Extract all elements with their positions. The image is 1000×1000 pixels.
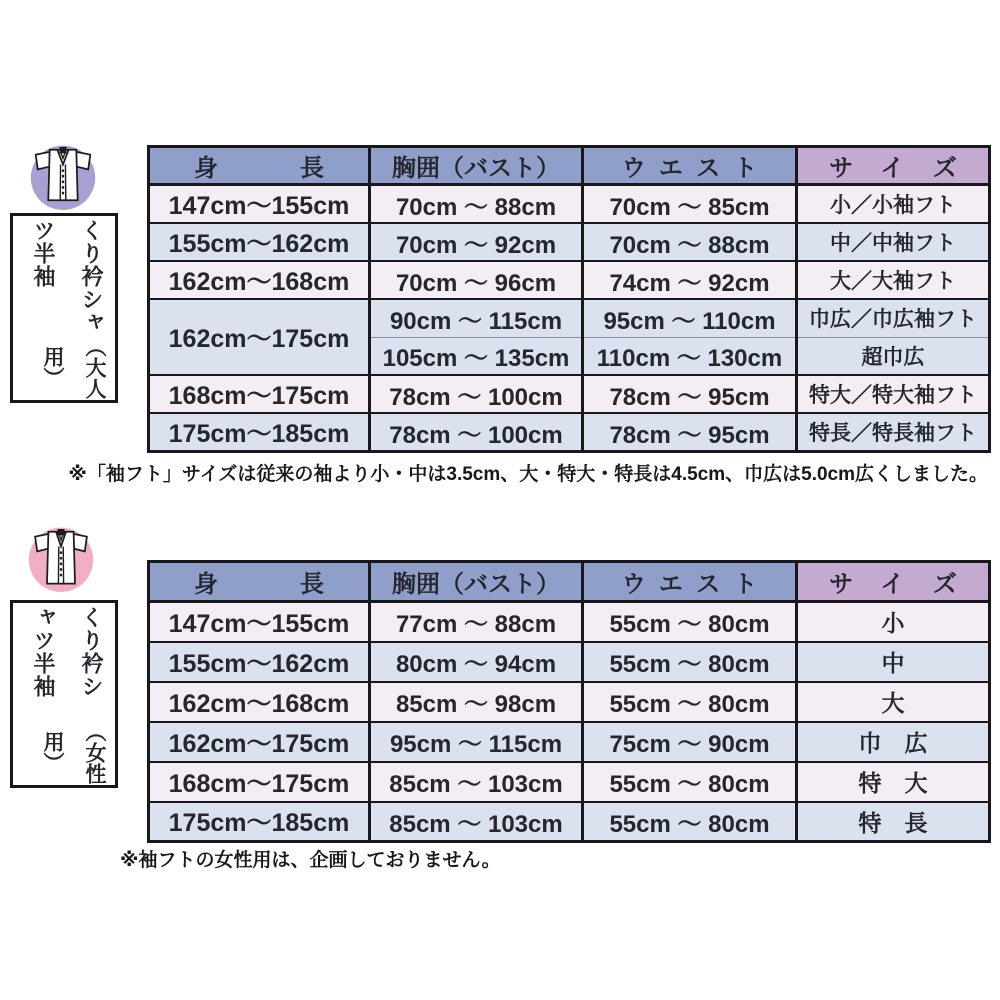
women-size-table	[147, 560, 991, 843]
cell-bust: 90cm ～ 115cm	[370, 299, 583, 337]
table-row	[149, 299, 990, 337]
cell-bust: 78cm ～ 100cm	[370, 375, 583, 413]
cell-bust: 70cm ～ 88cm	[370, 185, 583, 224]
cell-height: 147cm～155cm	[149, 602, 370, 642]
cell-height: 168cm～175cm	[149, 375, 370, 413]
table-row	[149, 682, 990, 722]
women-shirt-badge	[26, 522, 96, 592]
cell-height-merged: 162cm～175cm	[149, 299, 370, 375]
cell-waist: 55cm ～ 80cm	[583, 802, 797, 842]
header-size: サイズ	[797, 147, 990, 185]
adult-product-label	[10, 213, 118, 403]
header-size: サイズ	[797, 562, 990, 602]
cell-size: 大	[797, 682, 990, 722]
cell-waist: 55cm ～ 80cm	[583, 762, 797, 802]
table-row	[149, 261, 990, 299]
cell-height: 147cm～155cm	[149, 185, 370, 224]
table-row	[149, 413, 990, 452]
header-bust: 胸囲（バスト）	[370, 147, 583, 185]
cell-size: 小	[797, 602, 990, 642]
table-row	[149, 602, 990, 642]
cell-waist: 55cm ～ 80cm	[583, 682, 797, 722]
header-waist: ウエスト	[583, 147, 797, 185]
cell-waist: 78cm ～ 95cm	[583, 413, 797, 452]
shirt-icon	[28, 140, 98, 210]
adult-size-table	[147, 145, 991, 453]
cell-size: 中	[797, 642, 990, 682]
cell-waist: 74cm ～ 92cm	[583, 261, 797, 299]
cell-waist: 55cm ～ 80cm	[583, 602, 797, 642]
cell-bust: 85cm ～ 98cm	[370, 682, 583, 722]
table-row	[149, 642, 990, 682]
cell-bust: 105cm ～ 135cm	[370, 337, 583, 375]
header-height: 身長	[149, 562, 370, 602]
cell-waist: 75cm ～ 90cm	[583, 722, 797, 762]
cell-height: 162cm～175cm	[149, 722, 370, 762]
cell-waist: 55cm ～ 80cm	[583, 642, 797, 682]
cell-bust: 70cm ～ 92cm	[370, 223, 583, 261]
header-height: 身長	[149, 147, 370, 185]
women-product-label	[10, 600, 118, 788]
table-row	[149, 185, 990, 224]
cell-waist: 78cm ～ 95cm	[583, 375, 797, 413]
women-footnote: ※袖フトの女性用は、企画しておりません。	[120, 850, 501, 871]
cell-height: 155cm～162cm	[149, 223, 370, 261]
cell-size: 特 長	[797, 802, 990, 842]
cell-waist: 95cm ～ 110cm	[583, 299, 797, 337]
cell-bust: 80cm ～ 94cm	[370, 642, 583, 682]
cell-waist: 110cm ～ 130cm	[583, 337, 797, 375]
cell-size: 大／大袖フト	[797, 261, 990, 299]
women-product-subtitle: （女性用）	[41, 720, 106, 784]
cell-bust: 70cm ～ 96cm	[370, 261, 583, 299]
cell-height: 162cm～168cm	[149, 682, 370, 722]
cell-waist: 70cm ～ 88cm	[583, 223, 797, 261]
cell-height: 175cm～185cm	[149, 413, 370, 452]
adult-product-title: くり衿シャツ半袖	[31, 219, 104, 334]
table-row	[149, 223, 990, 261]
cell-size: 中／中袖フト	[797, 223, 990, 261]
cell-height: 162cm～168cm	[149, 261, 370, 299]
table-row	[149, 802, 990, 842]
table-row	[149, 375, 990, 413]
cell-bust: 95cm ～ 115cm	[370, 722, 583, 762]
header-bust: 胸囲（バスト）	[370, 562, 583, 602]
cell-bust: 85cm ～ 103cm	[370, 762, 583, 802]
cell-size: 巾広／巾広袖フト	[797, 299, 990, 337]
cell-size: 特 大	[797, 762, 990, 802]
header-waist: ウエスト	[583, 562, 797, 602]
cell-size: 特長／特長袖フト	[797, 413, 990, 452]
adult-product-subtitle: （大人用）	[41, 335, 106, 399]
adult-shirt-badge	[28, 140, 98, 210]
cell-height: 155cm～162cm	[149, 642, 370, 682]
cell-height: 168cm～175cm	[149, 762, 370, 802]
cell-size: 巾 広	[797, 722, 990, 762]
cell-size: 小／小袖フト	[797, 185, 990, 224]
cell-bust: 85cm ～ 103cm	[370, 802, 583, 842]
cell-bust: 77cm ～ 88cm	[370, 602, 583, 642]
adult-header-row	[149, 147, 990, 185]
adult-footnote: ※「袖フト」サイズは従来の袖より小・中は3.5cm、大・特大・特長は4.5cm、巾広は5.0cm広くしました。	[68, 464, 988, 485]
cell-bust: 78cm ～ 100cm	[370, 413, 583, 452]
table-row	[149, 762, 990, 802]
cell-size: 超巾広	[797, 337, 990, 375]
women-product-title: くり衿シャツ半袖	[31, 606, 104, 698]
women-header-row	[149, 562, 990, 602]
shirt-icon	[26, 522, 96, 592]
cell-height: 175cm～185cm	[149, 802, 370, 842]
cell-waist: 70cm ～ 85cm	[583, 185, 797, 224]
cell-size: 特大／特大袖フト	[797, 375, 990, 413]
table-row	[149, 722, 990, 762]
